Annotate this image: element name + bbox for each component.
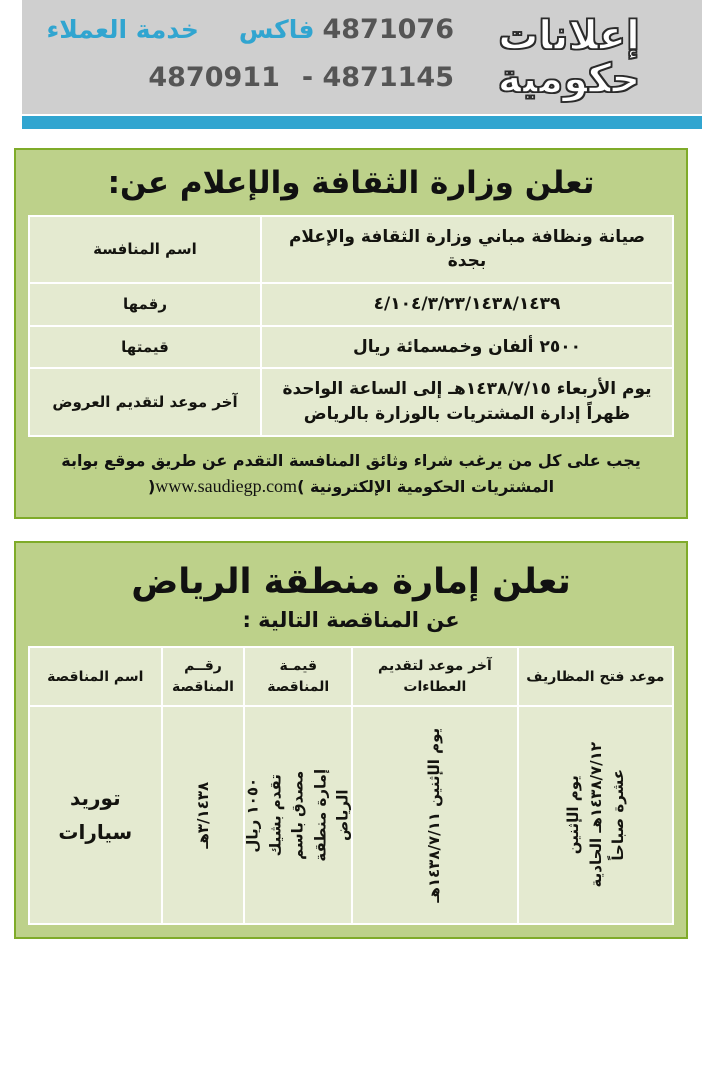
table-row [29,216,673,283]
competition-name-label: اسم المنافسة [29,216,261,283]
customer-service-label: خدمة العملاء [46,15,199,44]
announcement-1-title: تعلن وزارة الثقافة والإعلام عن: [107,165,595,201]
fax-secondary-cell [302,62,454,93]
table-row [29,706,673,924]
logo-line-2: حكومية [497,56,641,102]
column-header-tender-value: قيمـة المناقصة [244,647,352,706]
contact-block [24,14,454,106]
customer-service-number-cell [148,62,280,93]
rotated-text-wrapper [353,707,517,923]
competition-price-value: ٢٥٠٠ ألفان وخمسمائة ريال [261,326,673,369]
column-header-opening-date: موعد فتح المظاريف [518,647,673,706]
rotated-text-wrapper [163,707,244,923]
cell-tender-value [244,706,352,924]
announcement-2-title: تعلن إمارة منطقة الرياض [131,562,571,603]
column-header-last-date: آخر موعد لتقديم العطاءات [352,647,518,706]
procurement-portal-url[interactable]: www.saudiegp.com [155,476,298,497]
note-text-part-2: ( [147,477,156,497]
announcement-panel-ministry-of-culture [14,148,688,519]
table-header-row [29,647,673,706]
masthead-accent-underline [22,116,702,129]
rotated-text-wrapper [245,707,351,923]
fax-cell [239,14,454,45]
cell-opening-date [518,706,673,924]
cell-last-date [352,706,518,924]
announcement-panel-riyadh-emirate [14,541,688,939]
announcement-2-tender-table [28,646,674,925]
competition-deadline-value: يوم الأربعاء ١٤٣٨/٧/١٥هـ إلى الساعة الواحدة ظهراً إدارة المشتريات بالوزارة بالرياض [261,368,673,435]
competition-price-label: قيمتها [29,326,261,369]
contact-row-primary [24,14,454,60]
column-header-tender-name: اسم المناقصة [29,647,162,706]
tender-value: ١٠٥٠ ريال تقدم بشيك مصدق باسم إمارة منطقة الرياض [243,768,352,862]
announcement-1-table [28,215,674,437]
table-row [29,368,673,435]
competition-number-value: ٤/١٠٤/٣/٢٣/١٤٣٨/١٤٣٩ [261,283,673,326]
logo-line-1: إعلانات [498,12,640,59]
customer-service-number: 4870911 [148,62,280,93]
note-text-part-1: يجب على كل من يرغب شراء وثائق المنافسة التقدم عن طريق موقع بوابة المشتريات الحكومية الإلكترونية ) [61,450,641,497]
last-date-value: يوم الإثنين ١٤٣٨/٧/١١هـ [425,727,444,903]
tender-name-value: توريد سيارات [58,786,133,845]
announcement-1-note [28,437,674,506]
masthead [0,0,702,132]
tender-number-value: ٣/١٤٣٨هـ [193,781,212,849]
competition-number-label: رقمها [29,283,261,326]
column-header-tender-number: رقــم المناقصة [162,647,245,706]
cell-tender-number [162,706,245,924]
announcement-2-subtitle: عن المناقصة التالية : [242,608,460,633]
cell-tender-name [29,706,162,924]
fax-number-secondary: - 4871145 [301,62,454,93]
fax-number: 4871076 [322,14,454,45]
fax-label: فاكس [238,15,315,44]
contact-row-secondary [24,60,454,108]
competition-deadline-label: آخر موعد لتقديم العروض [29,368,261,435]
opening-date-value: يوم الإثنين ١٤٣٨/٧/١٢هـ الحادية عشرة صباحاً [563,742,627,888]
table-row [29,326,673,369]
rotated-text-wrapper [519,707,672,923]
customer-service-cell [46,15,198,44]
publication-logo [454,4,684,112]
table-row [29,283,673,326]
competition-name-value: صيانة ونظافة مباني وزارة الثقافة والإعلام بجدة [261,216,673,283]
